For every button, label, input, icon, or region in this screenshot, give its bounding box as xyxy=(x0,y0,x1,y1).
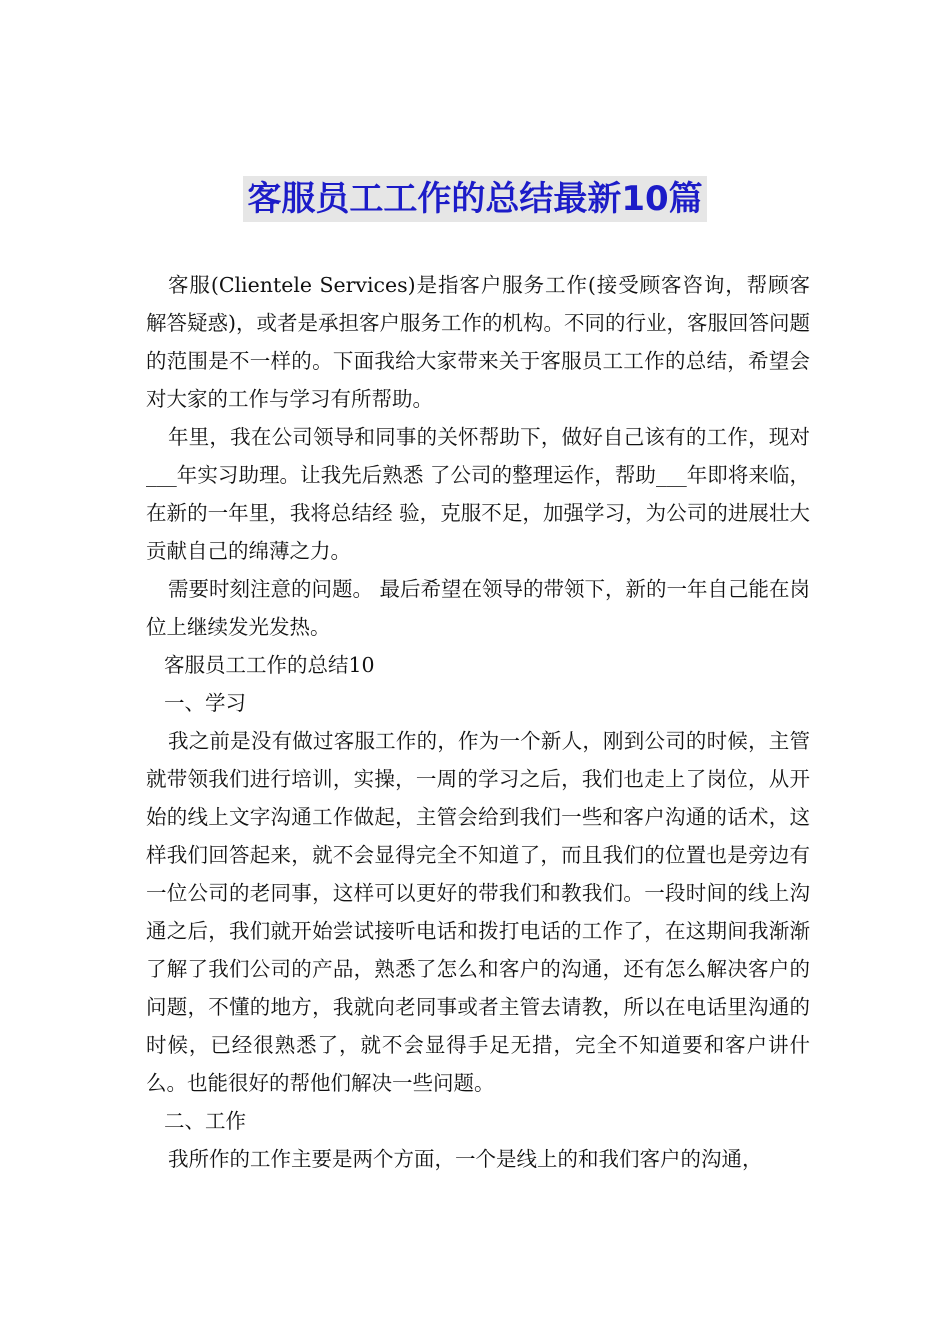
section-heading-work: 二、工作 xyxy=(164,1109,246,1133)
paragraph-hope: 需要时刻注意的问题。 最后希望在领导的带领下，新的一年自己能在岗位上继续发光发热。 xyxy=(146,577,811,639)
document-title: 客服员工工作的总结最新10篇 xyxy=(243,176,706,222)
title-wrap xyxy=(0,176,950,222)
section-subtitle: 客服员工工作的总结10 xyxy=(164,653,375,677)
paragraph-intro: 客服(Clientele Services)是指客户服务工作(接受顾客咨询，帮顾客解答疑惑)，或者是承担客户服务工作的机构。不同的行业，客服回答问题的范围是不一样的。下面我给大家带来关于客服员工工作的总结，希望会对大家的工作与学习有所帮助。 xyxy=(146,273,810,411)
paragraph-year: 年里，我在公司领导和同事的关怀帮助下，做好自己该有的工作，现对 ___年实习助理。让我先后熟悉 了公司的整理运作，帮助___年即将来临，在新的一年里，我将总结经 验，克服不足，加强学习，为公司的进展壮大贡献自己的绵薄之力。 xyxy=(146,425,810,563)
paragraph-study: 我之前是没有做过客服工作的，作为一个新人，刚到公司的时候，主管就带领我们进行培训，实操，一周的学习之后，我们也走上了岗位，从开始的线上文字沟通工作做起，主管会给到我们一些和客户沟通的话术，这样我们回答起来，就不会显得完全不知道了，而且我们的位置也是旁边有一位公司的老同事，这样可以更好的带我们和教我们。一段时间的线上沟通之后，我们就开始尝试接听电话和拨打电话的工作了，在这期间我渐渐了解了我们公司的产品，熟悉了怎么和客户的沟通，还有怎么解决客户的问题，不懂的地方，我就向老同事或者主管去请教，所以在电话里沟通的时候，已经很熟悉了，就不会显得手足无措，完全不知道要和客户讲什么。也能很好的帮他们解决一些问题。 xyxy=(146,729,810,1095)
document-body xyxy=(146,266,810,1178)
paragraph-work: 我所作的工作主要是两个方面，一个是线上的和我们客户的沟通， xyxy=(168,1147,763,1171)
section-heading-study: 一、学习 xyxy=(164,691,246,715)
